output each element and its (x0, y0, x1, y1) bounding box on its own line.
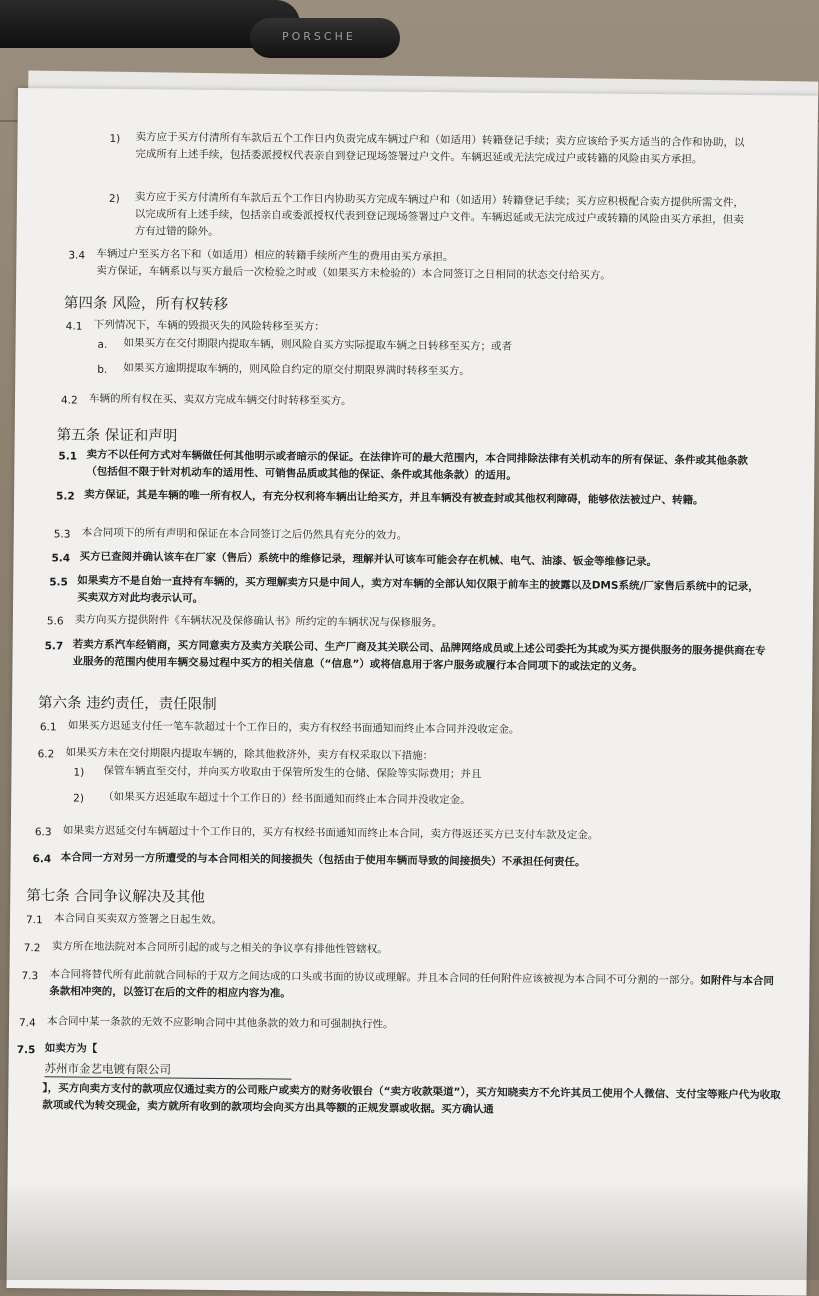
clause-number: 5.2 (56, 490, 75, 503)
clause-5-1-text: 卖方不以任何方式对车辆做任何其他明示或者暗示的保证。在法律许可的最大范围内，本合同排除法律有关机动车的所有保证、条件或其他条款（包括但不限于针对机动车的适用性、可销售品质或其他的保证、条件或其他条款）的适用。 (86, 448, 749, 482)
clause-7-1-text: 本合同自买卖双方签署之日起生效。 (53, 912, 223, 926)
clause-6-2-item-2: （如果买方迟延取车超过十个工作日的）经书面通知而终止本合同并没收定金。 (103, 790, 471, 807)
clause-7-5-text: 如卖方为【 (44, 1042, 98, 1055)
item-number: 2) (73, 792, 85, 805)
clause-7-3-text-a: 本合同将替代所有此前就合同标的于双方之间达成的口头或书面的协议或理解。并且本合同的任何附件应该被视为本合同不可分割的一部分。 (49, 968, 701, 987)
clause-number: 4.1 (65, 320, 83, 333)
clause-number: 3.4 (68, 249, 86, 262)
clause-number: 4.2 (60, 394, 78, 407)
clause-6-2-item-1: 保管车辆直至交付，并向买方收取由于保管所发生的仓储、保险等实际费用；并且 (103, 764, 482, 781)
cable-brand-text: PORSCHE (282, 30, 356, 43)
seller-name-field: 苏州市金艺电镀有限公司 (45, 1060, 292, 1079)
clause-4-1-a: 如果买方在交付期限内提取车辆，则风险自买方实际提取车辆之日转移至买方；或者 (123, 337, 513, 353)
clause-5-6-text: 卖方向买方提供附件《车辆状况及保修确认书》所约定的车辆状况与保修服务。 (74, 613, 443, 630)
bottom-shadow (0, 1180, 819, 1280)
clause-4-2-text: 车辆的所有权在买、卖双方完成车辆交付时转移至买方。 (88, 392, 352, 408)
clause-number: 5.3 (53, 528, 71, 541)
clause-number: 5.6 (46, 615, 64, 628)
clause-5-5-text: 如果卖方不是自始一直持有车辆的，买方理解卖方只是中间人，卖方对车辆的全部认知仅限于前车主的披露以及DMS系统/厂家售后系统中的记录，买卖双方对此均表示认可。 (77, 574, 759, 605)
clause-7-5-continuation: 】，买方向卖方支付的款项应仅通过卖方的公司账户或卖方的财务收银台（“卖方收款渠道”），买方知晓卖方不允许其员工使用个人微信、支付宝等账户代为收取款项或代为转交现金，卖方就所有收到的款项均会向买方出具等额的正规发票或收据。买方确认通 (42, 1082, 781, 1116)
clause-3-4-text: 车辆过户至买方名下和（如适用）相应的转籍手续所产生的费用由买方承担。 (96, 247, 454, 264)
clause-number: 5.5 (49, 576, 68, 589)
clause-number: 7.4 (18, 1017, 36, 1030)
clause-3-item-2: 卖方应于买方付清所有车款后五个工作日内协助买方完成车辆过户和（如适用）转籍登记手续；买方应积极配合卖方提供所需文件，以完成所有上述手续，包括亲自或委派授权代表到登记现场签署过户文件。车辆迟延或无法完成过户或转籍的风险由买方承担，但卖方有过错的除外。 (134, 191, 744, 238)
clause-number: 6.2 (37, 748, 55, 761)
clause-6-1-text: 如果买方迟延支付任一笔车款超过十个工作日的，卖方有权经书面通知而终止本合同并没收定金。 (67, 719, 520, 736)
item-number: 1) (109, 132, 121, 145)
item-number: 2) (108, 192, 120, 205)
clause-number: 6.3 (34, 826, 52, 839)
clause-4-1-b: 如果买方逾期提取车辆的，则风险自约定的原交付期限界满时转移至买方。 (123, 362, 470, 378)
article-4-heading: 第四条 风险，所有权转移 (63, 295, 229, 314)
item-number: 1) (73, 766, 85, 779)
clause-7-4-text: 本合同中某一条款的无效不应影响合同中其他条款的效力和可强制执行性。 (46, 1015, 394, 1031)
clause-3-4-text-2: 卖方保证，车辆系以与买方最后一次检验之时或（如果买方未检验的）本合同签订之日相同的状态交付给买方。 (96, 264, 611, 282)
clause-number: 7.3 (21, 970, 39, 983)
clause-6-3-text: 如果卖方迟延交付车辆超过十个工作日的，买方有权经书面通知而终止本合同，卖方得返还买方已支付车款及定金。 (62, 824, 599, 842)
clause-7-2-text: 卖方所在地法院对本合同所引起的或与之相关的争议享有排他性管辖权。 (51, 940, 388, 956)
clause-number: 6.1 (39, 721, 57, 734)
item-letter: b. (97, 363, 108, 376)
clause-6-2-text: 如果买方未在交付期限内提取车辆的，除其他救济外，卖方有权采取以下措施： (65, 746, 434, 763)
clause-7-3-text (49, 966, 779, 1007)
clause-3-item-1: 卖方应于买方付清所有车款后五个工作日内负责完成车辆过户和（如适用）转籍登记手续；卖方应该给予买方适当的合作和协助，以完成所有上述手续，包括委派授权代表亲自到登记现场签署过户文件。车辆迟延或无法完成过户或转籍的风险由买方承担。 (135, 131, 745, 166)
clause-number: 6.4 (32, 853, 52, 866)
clause-number: 5.7 (44, 640, 64, 653)
clause-number: 5.4 (51, 552, 71, 565)
clause-number: 7.1 (25, 914, 43, 927)
clause-number: 7.5 (16, 1044, 36, 1057)
clause-6-4-text: 本合同一方对另一方所遭受的与本合同相关的间接损失（包括由于使用车辆而导致的间接损失）不承担任何责任。 (60, 851, 586, 869)
clause-5-2-text: 卖方保证，其是车辆的唯一所有权人，有充分权利将车辆出让给买方，并且车辆没有被查封或其他权利障碍，能够依法被过户、转籍。 (84, 488, 704, 507)
article-7-heading: 第七条 合同争议解决及其他 (26, 888, 205, 906)
contract-page (6, 88, 817, 1296)
clause-5-3-text: 本合同项下的所有声明和保证在本合同签订之后仍然具有充分的效力。 (81, 526, 408, 542)
clause-number: 7.2 (23, 942, 41, 955)
article-5-heading: 第五条 保证和声明 (56, 427, 178, 445)
clause-5-4-text: 买方已查阅并确认该车在厂家（售后）系统中的维修记录，理解并认可该车可能会存在机械、电气、油漆、钣金等维修记录。 (79, 550, 658, 569)
clause-4-1-text: 下列情况下，车辆的毁损灭失的风险转移至买方： (93, 318, 325, 333)
article-6-heading: 第六条 违约责任，责任限制 (38, 695, 217, 713)
clause-5-7-text: 若卖方系汽车经销商，买方同意卖方及卖方关联公司、生产厂商及其关联公司、品牌网络成员或上述公司委托为其或为买方提供服务的服务提供商在专业服务的范围内使用车辆交易过程中买方的相关信息（“信息”）或将信息用于客户服务或履行本合同项下的或法定的义务。 (72, 638, 766, 674)
clause-number: 5.1 (58, 450, 78, 463)
clause-7-3-text-b: 如附件与本合同条款相冲突的，以签订在后的文件的相应内容为准。 (49, 974, 775, 1000)
item-letter: a. (97, 338, 108, 351)
